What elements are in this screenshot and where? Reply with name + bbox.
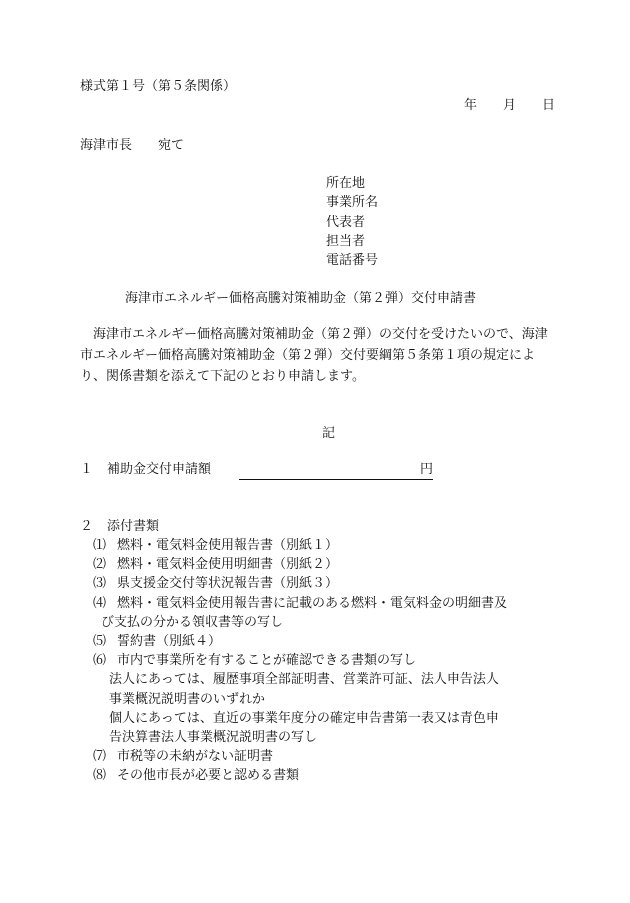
item-number: ⑷	[93, 595, 107, 611]
item-text-continuation: 事業概況説明書のいずれか	[109, 691, 266, 707]
item-number: ⑴	[93, 538, 107, 553]
section-1-number: １	[80, 462, 94, 477]
item-number: ⑺	[93, 749, 107, 765]
date-day-label: 日	[542, 98, 556, 113]
item-text: その他市長が必要と認める書類	[117, 768, 300, 784]
section-2-label: 添付書類	[107, 519, 160, 534]
addressee-name: 海津市長	[80, 138, 133, 153]
list-item	[93, 747, 507, 766]
ki-heading: 記	[322, 426, 336, 441]
item-text: 市税等の未納がない証明書	[117, 749, 274, 765]
applicant-info-block	[326, 174, 378, 270]
applicant-address-label: 所在地	[326, 176, 366, 191]
section-2-number: ２	[80, 519, 94, 534]
item-text-continuation: 法人にあっては、履歴事項全部証明書、営業許可証、法人申告法人	[96, 672, 499, 688]
applicant-representative-label: 代表者	[326, 214, 366, 230]
list-item	[93, 766, 507, 785]
item-text: 燃料・電気料金使用報告書（別紙１）	[117, 538, 339, 553]
item-text: 燃料・電気料金使用明細書（別紙２）	[117, 557, 339, 573]
amount-blank-line	[239, 461, 433, 480]
application-body	[80, 324, 555, 387]
list-item	[93, 574, 507, 593]
item-text: 県支援金交付等状況報告書（別紙３）	[117, 576, 339, 592]
list-item	[93, 555, 507, 574]
item-number: ⑶	[93, 576, 107, 592]
document-title: 海津市エネルギー価格高騰対策補助金（第２弾）交付申請書	[125, 291, 477, 306]
item-number: ⑵	[93, 557, 107, 573]
item-number: ⑹	[93, 653, 107, 669]
applicant-phone-label: 電話番号	[326, 253, 379, 269]
body-paragraph: 海津市エネルギー価格高騰対策補助金（第２弾）の交付を受けたいので、海津市エネルギー価格高騰対策補助金（第２弾）交付要綱第５条第１項の規定により、関係書類を添えて下記のとおり申請します。	[80, 327, 548, 384]
item-text: 燃料・電気料金使用報告書に記載のある燃料・電気料金の明細書及	[117, 595, 508, 611]
item-text: 誓約書（別紙４）	[117, 633, 222, 649]
list-item	[93, 594, 507, 632]
item-text: 市内で事業所を有することが確認できる書類の写し	[117, 653, 417, 669]
date-year-label: 年	[464, 98, 478, 113]
applicant-contact-person-label: 担当者	[326, 233, 366, 249]
list-item	[93, 632, 507, 651]
item-text-continuation: 告決算書法人事業概況説明書の写し	[109, 729, 318, 745]
item-text-continuation: び支払の分かる領収書等の写し	[101, 614, 284, 630]
date-month-label: 月	[503, 98, 517, 113]
list-item	[93, 651, 507, 747]
form-number-label: 様式第１号（第５条関係）	[80, 79, 237, 94]
addressee-honorific: 宛て	[158, 138, 185, 153]
item-number: ⑻	[93, 768, 107, 784]
item-number: ⑸	[93, 633, 107, 649]
applicant-business-name-label: 事業所名	[326, 195, 379, 211]
section-1-label: 補助金交付申請額	[107, 462, 212, 477]
addressee	[80, 136, 184, 156]
date-line	[464, 96, 555, 116]
amount-unit: 円	[420, 462, 434, 477]
list-item	[93, 536, 507, 555]
section-2-heading	[80, 517, 159, 537]
attachment-list	[93, 536, 507, 785]
item-text-continuation: 個人にあっては、直近の事業年度分の確定申告書第一表又は青色申	[96, 710, 499, 726]
section-1-amount-row	[80, 460, 433, 480]
